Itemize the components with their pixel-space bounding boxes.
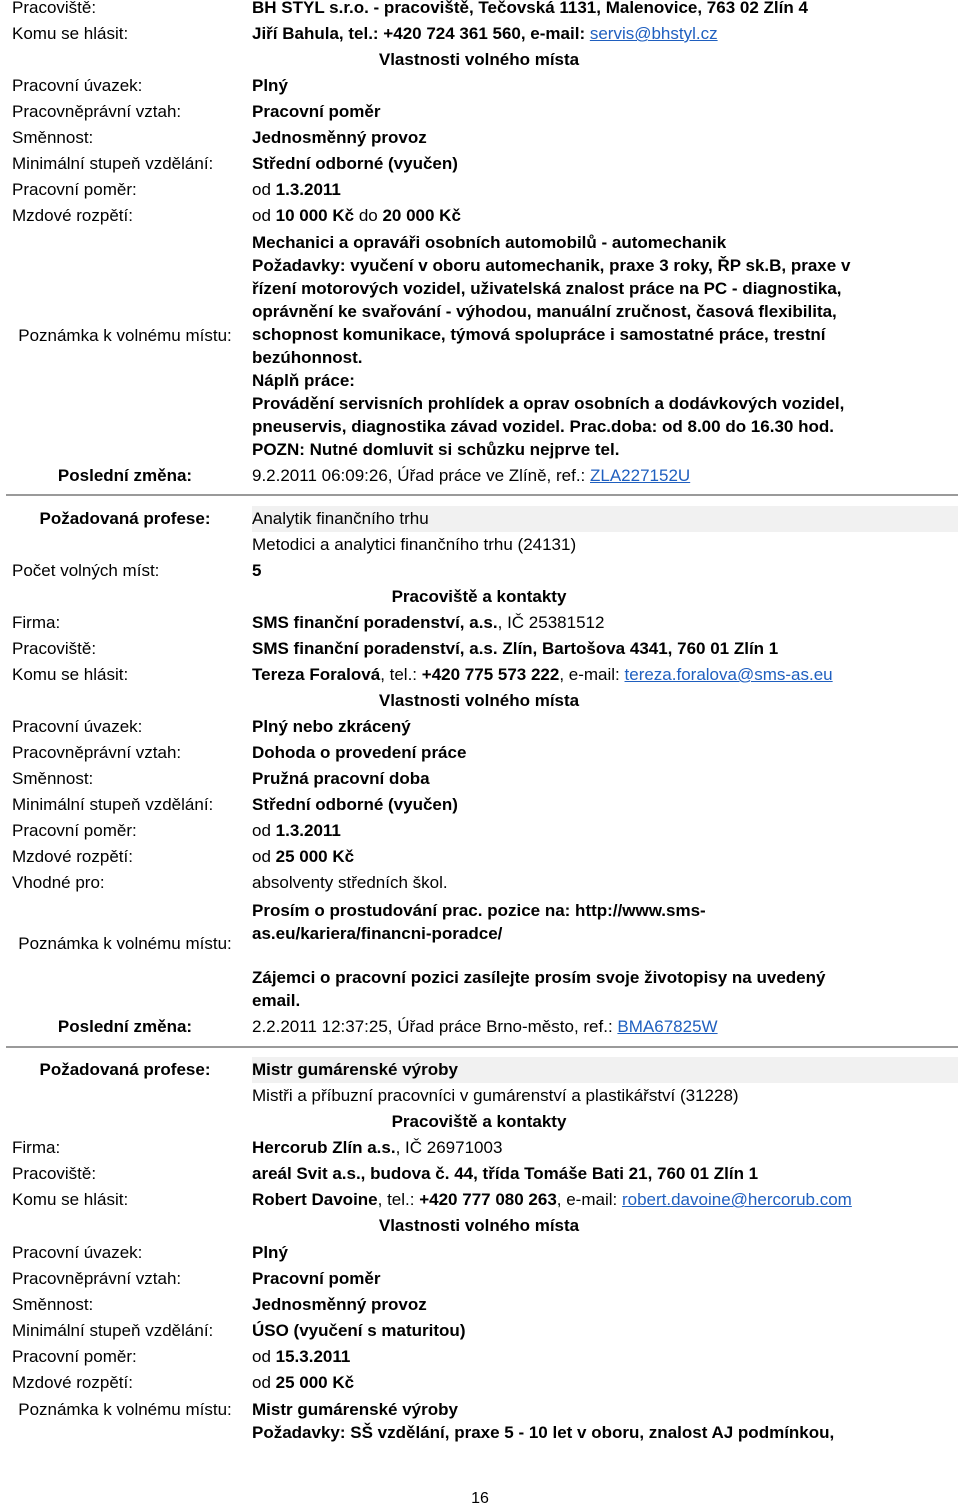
note-line: Požadavky: vyučení v oboru automechanik, praxe 3 roky, ŘP sk.B, praxe v (252, 256, 851, 275)
b2-firm-row (0, 610, 960, 636)
b3-start-date: 15.3.2011 (275, 1347, 351, 1366)
b1-prop-value: Pracovní poměr (252, 102, 381, 121)
b1-salary-mid: do (354, 206, 383, 225)
b2-start-date: 1.3.2011 (275, 821, 341, 840)
b2-note-text-b (252, 966, 958, 1012)
b3-prop-value: Plný (252, 1243, 288, 1262)
b3-start-row (0, 1344, 960, 1370)
b2-profession-group-row (0, 532, 960, 558)
b1-salary-label: Mzdové rozpětí: (12, 206, 133, 225)
b3-prop-row (0, 1318, 960, 1344)
b3-contact-label: Komu se hlásit: (12, 1190, 129, 1209)
b3-start-label: Pracovní poměr: (12, 1347, 137, 1366)
b1-last-change-label: Poslední změna: (57, 466, 193, 485)
b2-note-text-a (252, 899, 958, 945)
note-line: pneuservis, diagnostika závad vozidel. Prac.doba: od 8.00 do 16.30 hod. (252, 417, 834, 436)
b3-tel-prefix: , tel.: (377, 1190, 420, 1209)
note-line: Mechanici a opraváři osobních automobilů - automechanik (252, 233, 727, 252)
b3-prop-label: Pracovněprávní vztah: (12, 1269, 182, 1288)
b2-workplace-label: Pracoviště: (12, 639, 97, 658)
note-line: oprávnění ke svařování - výhodou, manuální zručnost, časová flexibilita, (252, 302, 837, 321)
divider (6, 1046, 958, 1048)
b1-last-change-value (252, 463, 690, 489)
b2-last-change-text: 2.2.2011 12:37:25, Úřad práce Brno-město, ref.: (252, 1017, 618, 1036)
b3-email-prefix: , e-mail: (556, 1190, 622, 1209)
b2-prop-value: Plný nebo zkrácený (252, 717, 411, 736)
b1-contact-label: Komu se hlásit: (12, 24, 129, 43)
b2-contact-email-link[interactable]: tereza.foralova@sms-as.eu (624, 665, 833, 684)
b2-count-label: Počet volných míst: (12, 561, 160, 580)
b3-firm-name: Hercorub Zlín a.s. (252, 1138, 396, 1157)
b3-contact-value (252, 1187, 852, 1213)
b2-email-prefix: , e-mail: (559, 665, 625, 684)
page-number: 16 (471, 1490, 489, 1507)
b3-contact-row (0, 1187, 960, 1213)
b3-salary-row (0, 1370, 960, 1396)
b1-last-change-row (0, 463, 960, 489)
b2-prop-label: Pracovní úvazek: (12, 717, 143, 736)
b2-prop-label: Směnnost: (12, 769, 94, 788)
b1-contact-name: Jiří Bahula, tel.: +420 724 361 560, e-mail: (252, 24, 590, 43)
b2-note-label: Poznámka k volnému místu: (18, 934, 232, 953)
b3-note-label: Poznámka k volnému místu: (18, 1400, 232, 1419)
note-line: Provádění servisních prohlídek a oprav osobních a dodávkových vozidel, (252, 394, 845, 413)
b1-prop-label: Minimální stupeň vzdělání: (12, 154, 214, 173)
b3-prop-label: Směnnost: (12, 1295, 94, 1314)
b2-suitable-row (0, 870, 960, 896)
b3-firm-id: , IČ 26971003 (395, 1138, 503, 1157)
b2-start-value (252, 818, 341, 844)
b1-prop-label: Pracovní úvazek: (12, 76, 143, 95)
note-line: Mistr gumárenské výroby (252, 1400, 458, 1419)
b2-prop-label: Minimální stupeň vzdělání: (12, 795, 214, 814)
b3-contact-email-link[interactable]: robert.davoine@hercorub.com (621, 1190, 852, 1209)
b2-prop-value: Dohoda o provedení práce (252, 743, 467, 762)
b2-contact-value (252, 662, 833, 688)
note-line: Zájemci o pracovní pozici zasílejte prosím svoje životopisy na uvedený (252, 968, 826, 987)
b2-prop-label: Pracovněprávní vztah: (12, 743, 182, 762)
b2-prop-row (0, 740, 960, 766)
note-line: Prosím o prostudování prac. pozice na: http://www.sms- (252, 901, 706, 920)
b3-profession-group: Mistři a příbuzní pracovníci v gumárenství a plastikářství (31228) (252, 1086, 739, 1105)
b1-start-date: 1.3.2011 (275, 180, 341, 199)
b2-firm-id: , IČ 25381512 (497, 613, 605, 632)
b1-ref-link[interactable]: ZLA227152U (590, 466, 691, 485)
b1-contact-email-link[interactable]: servis@bhstyl.cz (589, 24, 718, 43)
b2-contacts-title-row (0, 584, 960, 610)
note-line: POZN: Nutné domluvit si schůzku nejprve tel. (252, 440, 620, 459)
b2-start-label: Pracovní poměr: (12, 821, 137, 840)
b1-prop-label: Směnnost: (12, 128, 94, 147)
b2-ref-link[interactable]: BMA67825W (617, 1017, 718, 1036)
b2-section-title: Vlastnosti volného místa (378, 691, 580, 710)
b2-prop-value: Pružná pracovní doba (252, 769, 430, 788)
b3-start-value (252, 1344, 350, 1370)
b2-section-title-row (0, 688, 960, 714)
note-line: Požadavky: SŠ vzdělání, praxe 5 - 10 let v oboru, znalost AJ podmínkou, (252, 1423, 835, 1442)
b1-prop-row (0, 73, 960, 99)
b1-start-prefix: od (252, 180, 276, 199)
b1-start-row (0, 177, 960, 203)
b3-firm-value (252, 1135, 502, 1161)
b1-salary-prefix: od (252, 206, 276, 225)
b2-profession-label: Požadovaná profese: (39, 509, 211, 528)
b2-profession-row (0, 506, 960, 532)
b2-salary-label: Mzdové rozpětí: (12, 847, 133, 866)
b3-profession-label: Požadovaná profese: (39, 1060, 211, 1079)
b3-salary-value (252, 1370, 354, 1396)
b1-workplace-label: Pracoviště: (12, 0, 97, 17)
note-line: bezúhonnost. (252, 348, 363, 367)
b3-salary-from: 25 000 Kč (275, 1373, 355, 1392)
note-line: Náplň práce: (252, 371, 355, 390)
b2-salary-row (0, 844, 960, 870)
b3-section-title: Vlastnosti volného místa (378, 1216, 580, 1235)
b1-section-title-row (0, 47, 960, 73)
b3-prop-value: Pracovní poměr (252, 1269, 381, 1288)
b3-firm-row (0, 1135, 960, 1161)
b2-contact-label: Komu se hlásit: (12, 665, 129, 684)
b2-workplace-value: SMS finanční poradenství, a.s. Zlín, Bartošova 4341, 760 01 Zlín 1 (252, 639, 779, 658)
divider (6, 494, 958, 496)
b3-firm-label: Firma: (12, 1138, 61, 1157)
note-line: řízení motorových vozidel, uživatelská znalost práce na PC - diagnostika, (252, 279, 842, 298)
b2-firm-label: Firma: (12, 613, 61, 632)
b3-prop-row (0, 1240, 960, 1266)
b1-salary-value (252, 203, 461, 229)
b1-prop-value: Plný (252, 76, 288, 95)
b1-contact-value (252, 21, 718, 47)
b3-start-prefix: od (252, 1347, 276, 1366)
b1-workplace-value: BH STYL s.r.o. - pracoviště, Tečovská 1131, Malenovice, 763 02 Zlín 4 (252, 0, 808, 17)
b2-start-prefix: od (252, 821, 276, 840)
b3-salary-prefix: od (252, 1373, 276, 1392)
b2-prop-value: Střední odborné (vyučen) (252, 795, 458, 814)
b3-contact-tel: +420 777 080 263 (419, 1190, 557, 1209)
b1-start-value (252, 177, 341, 203)
b1-salary-from: 10 000 Kč (275, 206, 355, 225)
b2-salary-from: 25 000 Kč (275, 847, 355, 866)
b1-prop-label: Pracovněprávní vztah: (12, 102, 182, 121)
b2-profession-value: Analytik finančního trhu (252, 506, 958, 532)
b1-salary-to: 20 000 Kč (382, 206, 461, 225)
b1-start-label: Pracovní poměr: (12, 180, 137, 199)
b3-prop-label: Minimální stupeň vzdělání: (12, 1321, 214, 1340)
b2-salary-prefix: od (252, 847, 276, 866)
b3-contact-name: Robert Davoine (252, 1190, 378, 1209)
b2-workplace-row (0, 636, 960, 662)
b3-workplace-row (0, 1161, 960, 1187)
b2-last-change-row (0, 1014, 960, 1040)
b2-firm-value (252, 610, 604, 636)
b1-prop-row (0, 125, 960, 151)
b3-section-title-row (0, 1213, 960, 1239)
b3-contacts-title: Pracoviště a kontakty (391, 1112, 567, 1131)
b2-count-value: 5 (252, 561, 262, 580)
b2-prop-row (0, 792, 960, 818)
b2-firm-name: SMS finanční poradenství, a.s. (252, 613, 498, 632)
b2-suitable-value: absolventy středních škol. (252, 873, 448, 892)
b2-prop-row (0, 714, 960, 740)
b3-salary-label: Mzdové rozpětí: (12, 1373, 133, 1392)
b1-last-change-text: 9.2.2011 06:09:26, Úřad práce ve Zlíně, ref.: (252, 466, 590, 485)
b1-prop-value: Jednosměnný provoz (252, 128, 427, 147)
b1-section-title: Vlastnosti volného místa (378, 50, 580, 69)
b1-prop-value: Střední odborné (vyučen) (252, 154, 458, 173)
b3-prop-label: Pracovní úvazek: (12, 1243, 143, 1262)
b1-note-label: Poznámka k volnému místu: (18, 326, 232, 345)
b2-count-row (0, 558, 960, 584)
b3-profession-value: Mistr gumárenské výroby (252, 1057, 958, 1083)
b3-profession-row (0, 1057, 960, 1083)
b2-contact-tel: +420 775 573 222 (421, 665, 560, 684)
b1-salary-row (0, 203, 960, 229)
b3-contacts-title-row (0, 1109, 960, 1135)
b3-prop-row (0, 1292, 960, 1318)
b2-contacts-title: Pracoviště a kontakty (391, 587, 567, 606)
note-line: email. (252, 991, 301, 1010)
b2-contact-row (0, 662, 960, 688)
b3-profession-group-row (0, 1083, 960, 1109)
b3-workplace-value: areál Svit a.s., budova č. 44, třída Tomáše Bati 21, 760 01 Zlín 1 (252, 1164, 759, 1183)
b2-salary-value (252, 844, 354, 870)
b1-note-text (252, 231, 958, 461)
b1-prop-row (0, 151, 960, 177)
b3-prop-value: Jednosměnný provoz (252, 1295, 427, 1314)
b2-tel-prefix: , tel.: (380, 665, 422, 684)
note-line: schopnost komunikace, týmová spolupráce i samostatné práce, trestní (252, 325, 826, 344)
b2-prop-row (0, 766, 960, 792)
b3-note-text (252, 1398, 958, 1444)
b2-last-change-label: Poslední změna: (57, 1017, 193, 1036)
b1-contact-row (0, 21, 960, 47)
note-line: as.eu/kariera/financni-poradce/ (252, 924, 503, 943)
b3-prop-row (0, 1266, 960, 1292)
b1-prop-row (0, 99, 960, 125)
b2-contact-name: Tereza Foralová (252, 665, 381, 684)
b2-start-row (0, 818, 960, 844)
b3-workplace-label: Pracoviště: (12, 1164, 97, 1183)
b3-prop-value: ÚSO (vyučení s maturitou) (252, 1321, 466, 1340)
b1-workplace-row (0, 0, 960, 21)
b2-suitable-label: Vhodné pro: (12, 873, 105, 892)
b2-profession-group: Metodici a analytici finančního trhu (24131) (252, 535, 577, 554)
b2-last-change-value (252, 1014, 718, 1040)
